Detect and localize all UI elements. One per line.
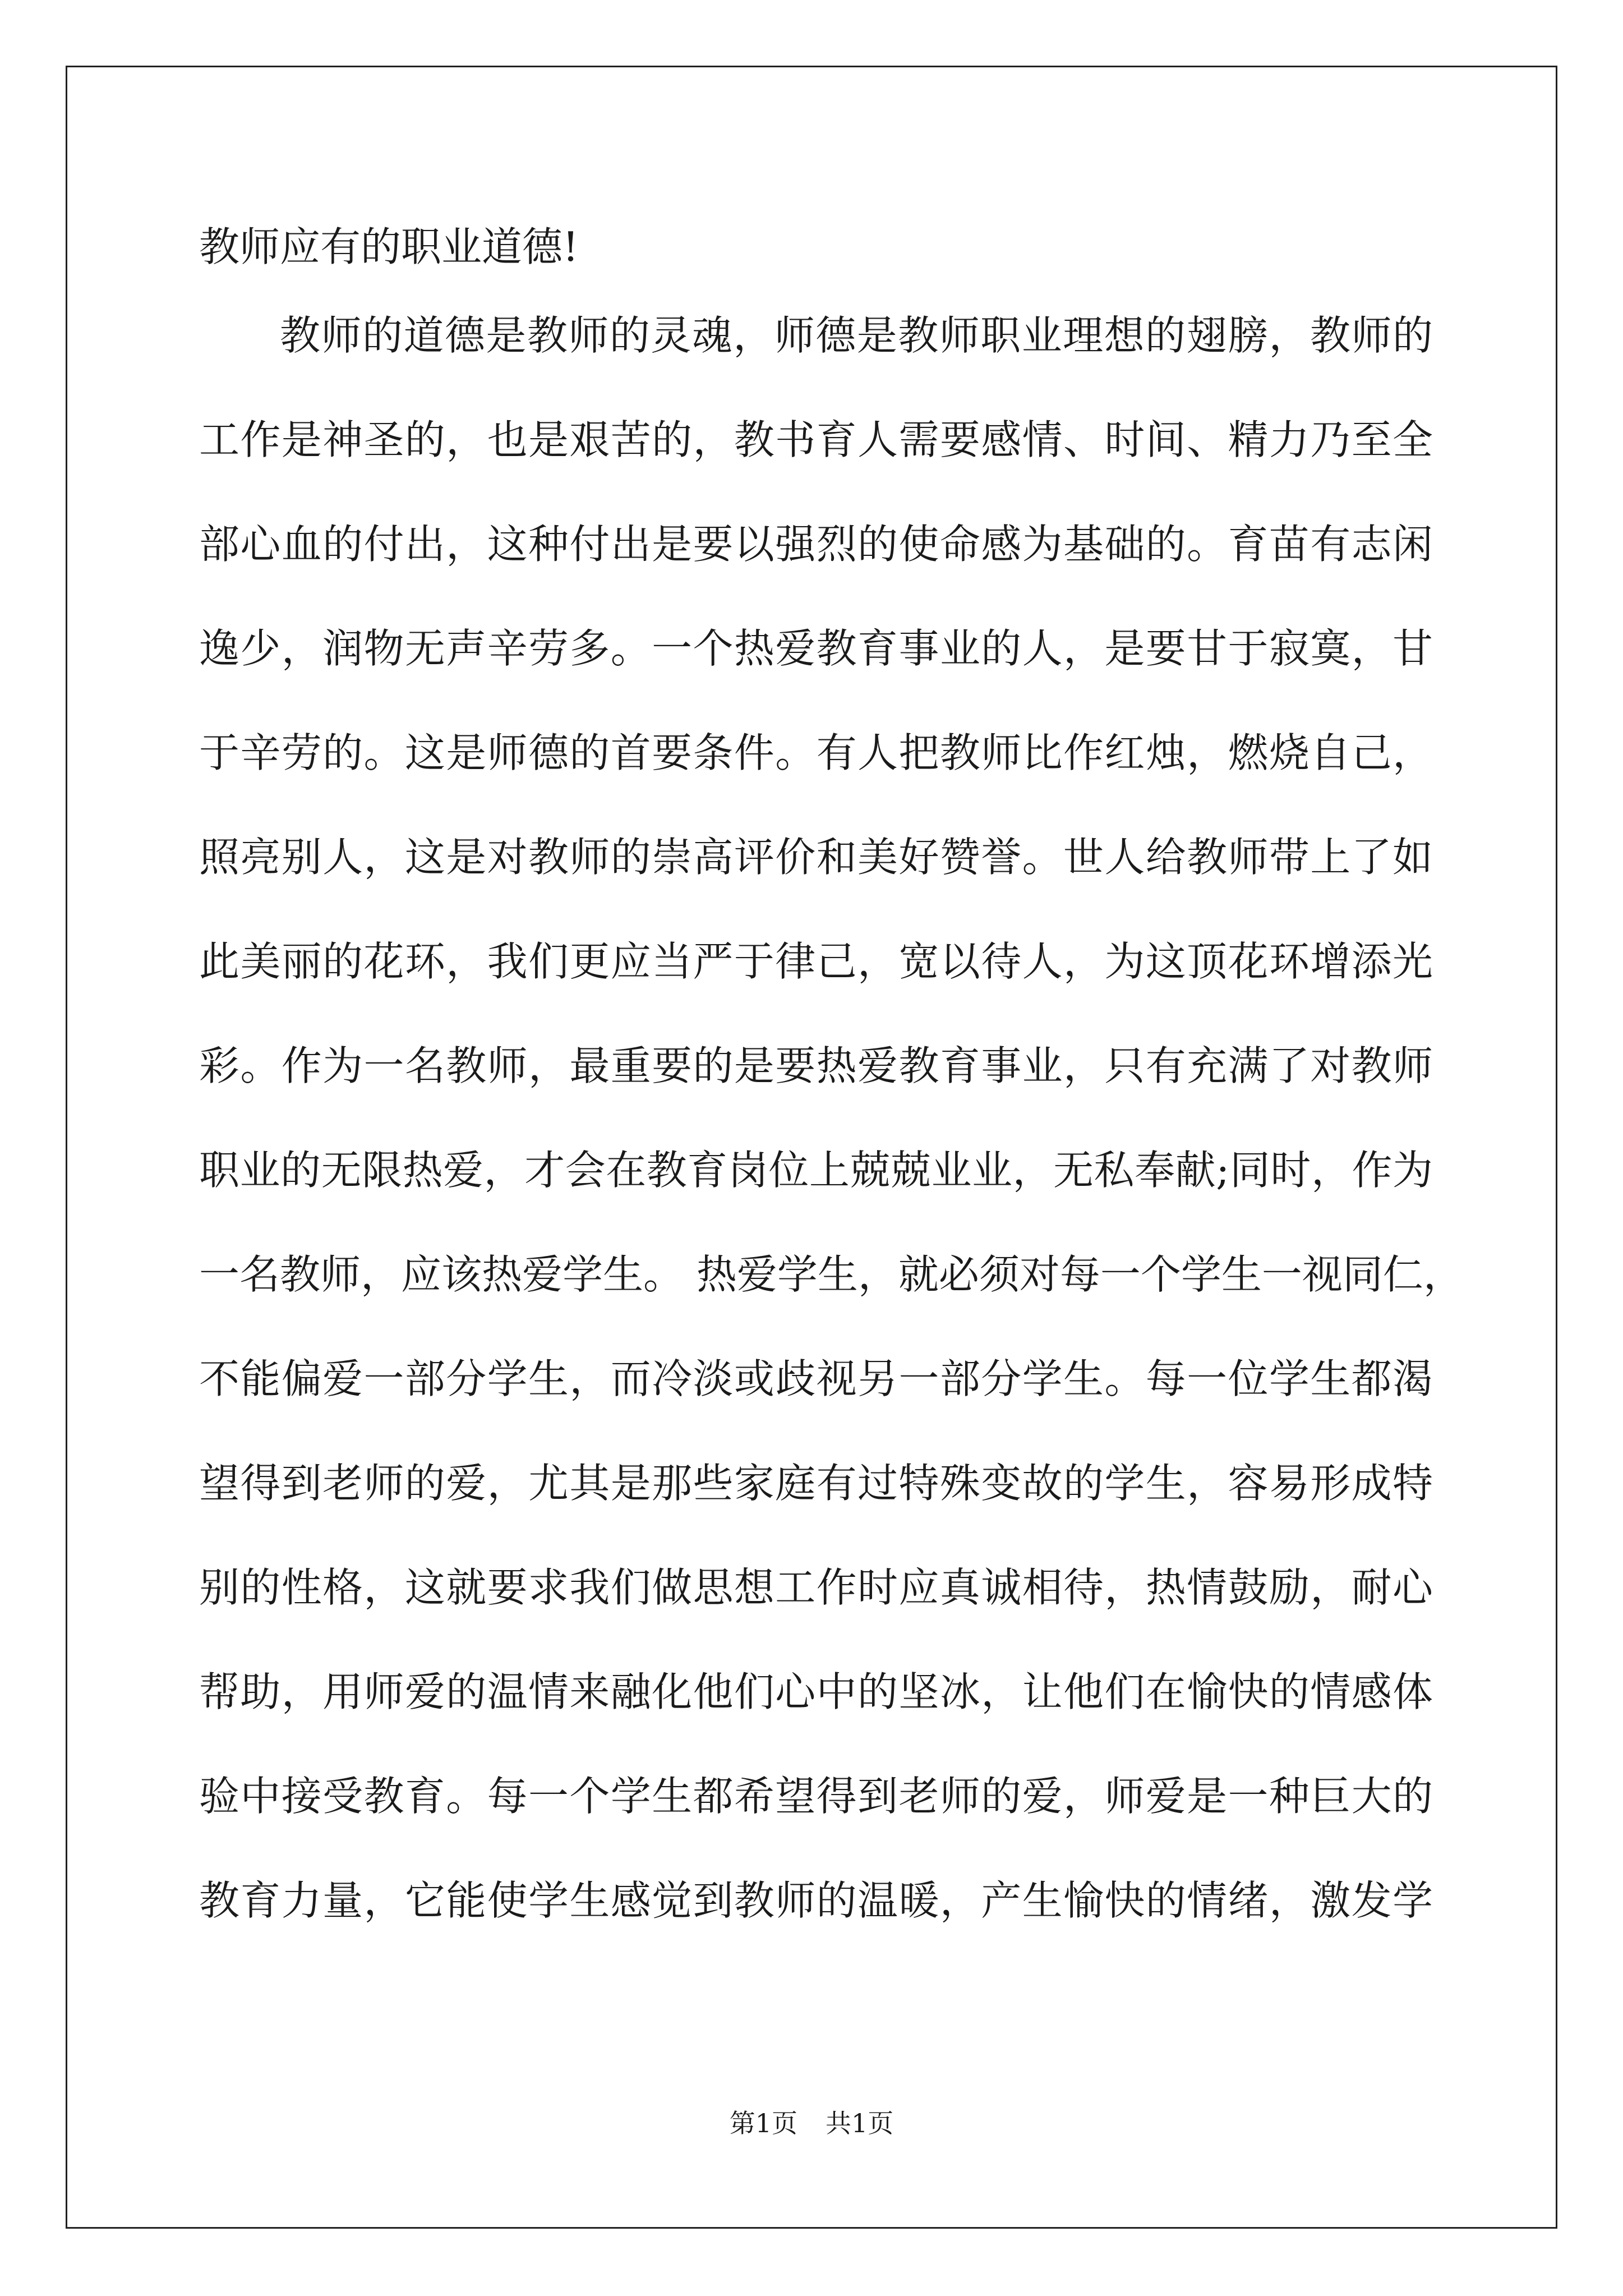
- body-line: 照亮别人，这是对教师的崇高评价和美好赞誉。世人给教师带上了如: [199, 834, 1433, 881]
- body-line: 帮助，用师爱的温情来融化他们心中的坚冰，让他们在愉快的情感体: [199, 1668, 1433, 1715]
- body-line: 职业的无限热爱，才会在教育岗位上兢兢业业，无私奉献;同时，作为: [199, 1147, 1433, 1194]
- body-line: 不能偏爱一部分学生，而冷淡或歧视另一部分学生。每一位学生都渴: [199, 1355, 1433, 1402]
- page-footer: [0, 2106, 1623, 2140]
- page-number: 第1页: [729, 2108, 797, 2138]
- body-line: 望得到老师的爱，尤其是那些家庭有过特殊变故的学生，容易形成特: [199, 1460, 1433, 1507]
- body-line: 教育力量，它能使学生感觉到教师的温暖，产生愉快的情绪，激发学: [199, 1877, 1433, 1924]
- body-line: 教师的道德是教师的灵魂，师德是教师职业理想的翅膀，教师的: [280, 312, 1433, 359]
- body-line: 别的性格，这就要求我们做思想工作时应真诚相待，热情鼓励，耐心: [199, 1564, 1433, 1611]
- body-line: 部心血的付出，这种付出是要以强烈的使命感为基础的。育苗有志闲: [199, 521, 1433, 568]
- body-line: 逸少，润物无声辛劳多。一个热爱教育事业的人，是要甘于寂寞，甘: [199, 625, 1433, 672]
- body-line: 验中接受教育。每一个学生都希望得到老师的爱，师爱是一种巨大的: [199, 1773, 1433, 1820]
- page-total: 共1页: [826, 2108, 894, 2138]
- document-title: 教师应有的职业道德!: [199, 223, 579, 270]
- body-line: 工作是神圣的，也是艰苦的，教书育人需要感情、时间、精力乃至全: [199, 416, 1433, 463]
- body-line: 一名教师，应该热爱学生。 热爱学生，就必须对每一个学生一视同仁，: [199, 1251, 1464, 1298]
- body-line: 彩。作为一名教师，最重要的是要热爱教育事业，只有充满了对教师: [199, 1042, 1433, 1089]
- document-body: [199, 283, 1464, 1953]
- body-line: 于辛劳的。这是师德的首要条件。有人把教师比作红烛，燃烧自己，: [199, 729, 1433, 776]
- body-line: 此美丽的花环，我们更应当严于律己，宽以待人，为这顶花环增添光: [199, 938, 1433, 985]
